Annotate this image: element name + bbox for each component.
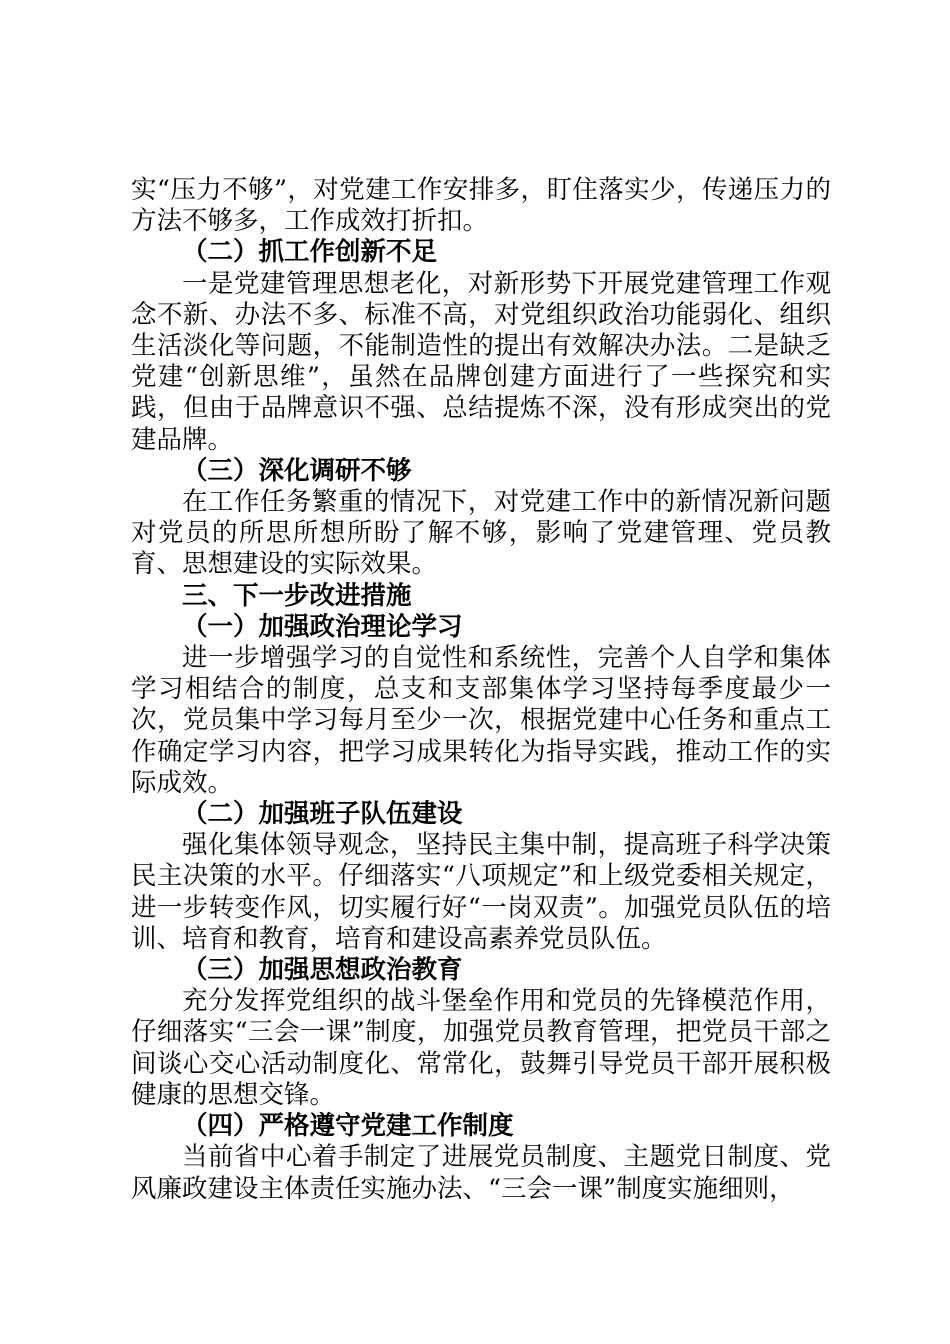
body-paragraph: 当前省中心着手制定了进展党员制度、主题党日制度、党风廉政建设主体责任实施办法、“三会一课”制度实施细则，	[131, 1142, 831, 1204]
section-heading: （三）加强思想政治教育	[182, 955, 463, 986]
section-heading: （一）加强政治理论学习	[182, 611, 463, 642]
body-paragraph: 在工作任务繁重的情况下，对党建工作中的新情况新问题对党员的所思所想所盼了解不够，影响了党建管理、党员教育、思想建设的实际效果。	[131, 487, 831, 580]
section-heading: （二）加强班子队伍建设	[182, 799, 463, 830]
document-body	[131, 175, 831, 1205]
section-heading: （二）抓工作创新不足	[182, 237, 438, 268]
body-paragraph: 强化集体领导观念，坚持民主集中制，提高班子科学决策民主决策的水平。仔细落实“八项规定”和上级党委相关规定，进一步转变作风，切实履行好“一岗双责”。加强党员队伍的培训、培育和教育，培育和建设高素养党员队伍。	[131, 830, 831, 954]
section-heading: （四）严格遵守党建工作制度	[182, 1111, 514, 1142]
section-heading: （三）深化调研不够	[182, 455, 412, 486]
body-paragraph: 充分发挥党组织的战斗堡垒作用和党员的先锋模范作用，仔细落实“三会一课”制度，加强党员教育管理，把党员干部之间谈心交心活动制度化、常常化，鼓舞引导党员干部开展积极健康的思想交锋。	[131, 986, 831, 1110]
body-paragraph: 实“压力不够”，对党建工作安排多，盯住落实少，传递压力的方法不够多，工作成效打折扣。	[131, 175, 831, 237]
body-paragraph: 一是党建管理思想老化，对新形势下开展党建管理工作观念不新、办法不多、标准不高，对党组织政治功能弱化、组织生活淡化等问题，不能制造性的提出有效解决办法。二是缺乏党建“创新思维”，虽然在品牌创建方面进行了一些探究和实践，但由于品牌意识不强、总结提炼不深，没有形成突出的党建品牌。	[131, 268, 831, 455]
chapter-heading: 三、下一步改进措施	[182, 580, 412, 611]
body-paragraph: 进一步增强学习的自觉性和系统性，完善个人自学和集体学习相结合的制度，总支和支部集体学习坚持每季度最少一次，党员集中学习每月至少一次，根据党建中心任务和重点工作确定学习内容，把学习成果转化为指导实践，推动工作的实际成效。	[131, 643, 831, 798]
